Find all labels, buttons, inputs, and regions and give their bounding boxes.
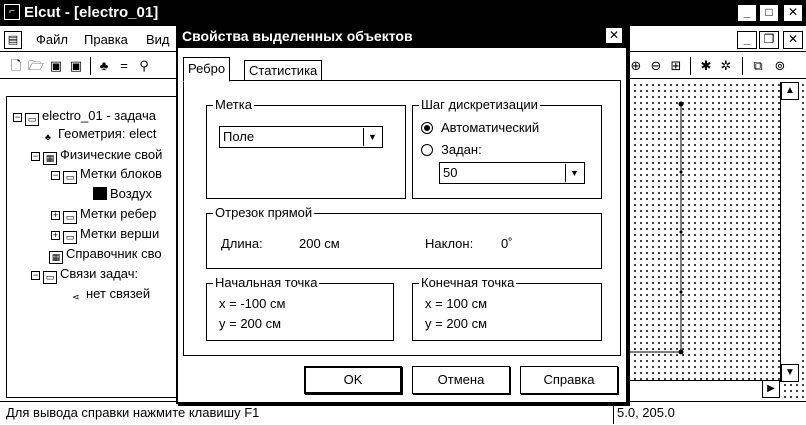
close-button[interactable]: ✕ bbox=[783, 4, 803, 22]
collapse-icon[interactable]: − bbox=[14, 112, 21, 122]
segment-group-title: Отрезок прямой bbox=[215, 205, 313, 220]
mdi-restore-button[interactable]: ❐ bbox=[759, 31, 779, 49]
start-point-group bbox=[206, 275, 394, 341]
vertical-scrollbar[interactable] bbox=[780, 82, 800, 382]
tree-item[interactable]: ▦ Справочник сво bbox=[49, 245, 162, 263]
table-icon: ▦ bbox=[49, 251, 63, 264]
menu-file[interactable]: Файл bbox=[36, 32, 68, 47]
label-group bbox=[206, 97, 406, 199]
new-file-icon[interactable]: 🗋 bbox=[10, 58, 22, 73]
model-outline bbox=[626, 82, 806, 398]
geometry-icon: ♣ bbox=[45, 132, 51, 142]
tab-edge[interactable]: Ребро bbox=[183, 57, 230, 82]
ok-button[interactable]: OK bbox=[304, 366, 402, 394]
auto-radio-label: Автоматический bbox=[441, 120, 540, 135]
status-hint: Для вывода справки нажмите клавишу F1 bbox=[6, 405, 260, 420]
chevron-down-icon[interactable]: ▼ bbox=[363, 128, 381, 146]
zoom-out-icon[interactable]: ⊖ bbox=[650, 58, 662, 73]
tree-item[interactable]: − ▦ Физические свой bbox=[32, 147, 163, 163]
start-x: x = -100 см bbox=[219, 296, 286, 311]
cursor-coordinates: 5.0, 205.0 bbox=[613, 404, 675, 424]
scroll-up-icon[interactable]: ▲ bbox=[781, 82, 799, 100]
tree-item[interactable]: − ▭ Метки блоков bbox=[52, 166, 163, 182]
geometry-canvas[interactable] bbox=[626, 82, 806, 398]
label-combo[interactable] bbox=[219, 126, 383, 148]
status-bar bbox=[0, 401, 806, 425]
tree-item[interactable]: − ▭ Связи задач: bbox=[32, 266, 139, 282]
equals-icon[interactable]: = bbox=[120, 58, 128, 73]
geometry-icon[interactable]: ♣ bbox=[99, 58, 109, 73]
segment-group bbox=[206, 205, 602, 269]
cancel-button[interactable]: Отмена bbox=[412, 366, 510, 394]
tree-item[interactable]: + ▭ Метки верши bbox=[52, 226, 160, 242]
menu-view[interactable]: Вид bbox=[146, 32, 170, 47]
mesh-step-group-title: Шаг дискретизации bbox=[421, 97, 538, 112]
length-label: Длина: bbox=[221, 236, 263, 251]
zoom-in-icon[interactable]: ⊕ bbox=[630, 58, 642, 73]
slope-label: Наклон: bbox=[425, 236, 474, 251]
chevron-down-icon[interactable]: ▼ bbox=[565, 164, 583, 182]
dialog-title: Свойства выделенных объектов bbox=[182, 28, 413, 44]
mesh-icon[interactable]: ✱ bbox=[700, 58, 712, 73]
mdi-close-button[interactable]: ✕ bbox=[783, 31, 803, 49]
open-folder-icon[interactable]: 🗁 bbox=[28, 58, 45, 73]
tree-item[interactable]: − ▭ electro_01 - задача bbox=[14, 108, 156, 124]
end-point-group-title: Конечная точка bbox=[421, 275, 515, 290]
folder-icon: ▭ bbox=[63, 171, 77, 184]
help-button[interactable]: Справка bbox=[520, 366, 618, 394]
folder-icon: ▭ bbox=[63, 211, 77, 224]
set-radio-label: Задан: bbox=[441, 142, 482, 157]
end-x: x = 100 см bbox=[425, 296, 488, 311]
auto-radio[interactable] bbox=[421, 122, 433, 134]
end-point-group bbox=[412, 275, 602, 341]
tree-item[interactable]: ⋖ нет связей bbox=[69, 285, 150, 303]
app-icon: ⌐ bbox=[4, 4, 20, 20]
scroll-down-icon[interactable]: ▼ bbox=[781, 364, 799, 382]
scroll-right-icon[interactable]: ▶ bbox=[762, 380, 780, 398]
tree-item[interactable]: Воздух bbox=[93, 185, 152, 203]
block-label-icon bbox=[93, 187, 107, 200]
settings-icon[interactable]: ⊚ bbox=[774, 58, 786, 73]
document-icon[interactable]: ▤ bbox=[4, 31, 22, 49]
minimize-button[interactable]: _ bbox=[737, 4, 757, 22]
tab-statistics[interactable]: Статистика bbox=[244, 60, 322, 81]
horizontal-scrollbar[interactable] bbox=[626, 380, 780, 398]
dialog-title-bar bbox=[178, 24, 626, 48]
mesh-step-group bbox=[412, 97, 602, 199]
collapse-icon[interactable]: − bbox=[32, 151, 39, 161]
set-radio[interactable] bbox=[421, 144, 433, 156]
mdi-minimize-button[interactable]: _ bbox=[737, 31, 757, 49]
folder-icon: ▭ bbox=[63, 231, 77, 244]
label-group-title: Метка bbox=[215, 97, 252, 112]
tab-panel bbox=[183, 80, 621, 356]
problem-tree bbox=[6, 96, 178, 398]
collapse-icon[interactable]: − bbox=[52, 170, 59, 180]
menu-edit[interactable]: Правка bbox=[84, 32, 128, 47]
save-icon[interactable]: ▣ bbox=[49, 58, 63, 73]
slope-value: 0˚ bbox=[501, 236, 513, 251]
problem-icon: ▭ bbox=[25, 113, 39, 126]
properties-dialog bbox=[176, 22, 628, 404]
tree-item[interactable]: ♣ Геометрия: elect bbox=[41, 125, 157, 143]
step-combo[interactable] bbox=[439, 162, 585, 184]
table-icon: ▦ bbox=[43, 152, 57, 165]
maximize-button[interactable]: □ bbox=[759, 4, 779, 22]
mesh-remove-icon[interactable]: ✲ bbox=[720, 58, 732, 73]
tree-item[interactable]: + ▭ Метки ребер bbox=[52, 206, 157, 222]
main-window-title: Elcut - [electro_01] bbox=[24, 4, 159, 21]
expand-icon[interactable]: + bbox=[52, 210, 59, 220]
save-all-icon[interactable]: ▣ bbox=[69, 58, 83, 73]
step-combo-value: 50 bbox=[443, 165, 458, 180]
zoom-fit-icon[interactable]: ⊞ bbox=[670, 58, 682, 73]
copy-window-icon[interactable]: ⧉ bbox=[753, 58, 763, 73]
start-point-group-title: Начальная точка bbox=[215, 275, 318, 290]
collapse-icon[interactable]: − bbox=[32, 270, 39, 280]
link-node-icon: ⋖ bbox=[72, 292, 80, 302]
expand-icon[interactable]: + bbox=[52, 230, 59, 240]
length-value: 200 см bbox=[299, 236, 340, 251]
links-folder-icon: ▭ bbox=[43, 271, 57, 284]
end-y: y = 200 см bbox=[425, 316, 488, 331]
dialog-close-button[interactable]: ✕ bbox=[605, 27, 623, 44]
start-y: y = 200 см bbox=[219, 316, 282, 331]
link-icon[interactable]: ⚲ bbox=[139, 58, 149, 73]
label-combo-value: Поле bbox=[223, 129, 255, 144]
